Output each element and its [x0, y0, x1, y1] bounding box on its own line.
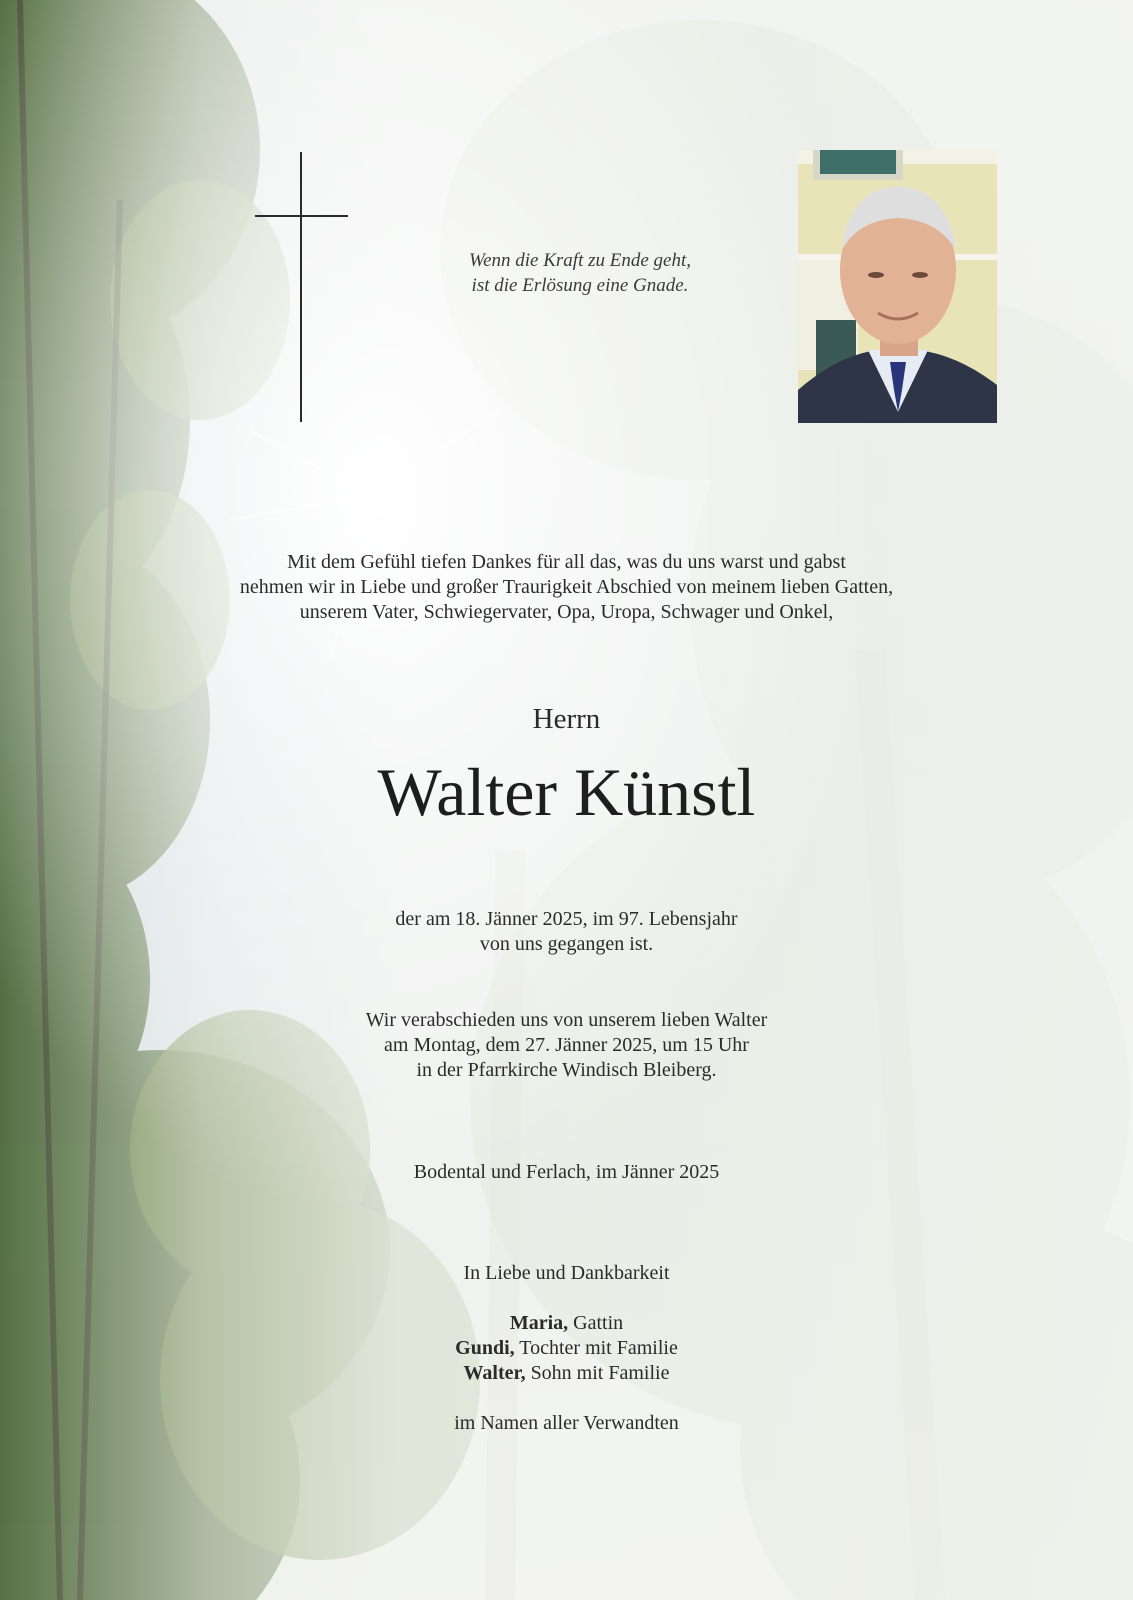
mourner-entry — [0, 1361, 1133, 1386]
closing-phrase: In Liebe und Dankbarkeit — [463, 1262, 670, 1284]
deceased-name: Walter Künstl — [377, 754, 756, 830]
place-date: Bodental und Ferlach, im Jänner 2025 — [413, 1161, 720, 1183]
salutation: Herrn — [532, 703, 601, 735]
cross-horizontal-bar — [255, 215, 348, 217]
mourner-name: Walter, — [463, 1362, 526, 1384]
funeral-line: am Montag, dem 27. Jänner 2025, um 15 Uhr — [384, 1034, 749, 1056]
mourner-relation: Sohn mit Familie — [525, 1362, 670, 1384]
mourner-entry — [0, 1311, 1133, 1336]
funeral-line: Wir verabschieden uns von unserem lieben Walter — [365, 1009, 768, 1031]
motto-line: ist die Erlösung eine Gnade. — [471, 275, 689, 296]
relatives-note: im Namen aller Verwandten — [454, 1412, 679, 1434]
mourner-relation: Tochter mit Familie — [514, 1337, 678, 1359]
funeral-details — [0, 1008, 1133, 1083]
cross-vertical-bar — [300, 152, 302, 422]
intro-line: nehmen wir in Liebe und großer Traurigkeit Abschied von meinem lieben Gatten, — [239, 576, 894, 598]
intro-line: unserem Vater, Schwiegervater, Opa, Uropa, Schwager und Onkel, — [299, 601, 834, 623]
death-line: von uns gegangen ist. — [479, 933, 654, 955]
mourner-entry — [0, 1336, 1133, 1361]
motto-line: Wenn die Kraft zu Ende geht, — [469, 250, 691, 271]
mourner-relation: Gattin — [568, 1312, 624, 1334]
funeral-line: in der Pfarrkirche Windisch Bleiberg. — [416, 1059, 717, 1081]
motto — [380, 248, 780, 298]
mourner-name: Gundi, — [455, 1337, 515, 1359]
death-line: der am 18. Jänner 2025, im 97. Lebensjahr — [395, 908, 738, 930]
portrait-photo — [798, 150, 997, 423]
death-notice — [0, 907, 1133, 957]
intro-text — [0, 550, 1133, 625]
mourners-list — [0, 1311, 1133, 1386]
mourner-name: Maria, — [509, 1312, 569, 1334]
intro-line: Mit dem Gefühl tiefen Dankes für all das, was du uns warst und gabst — [287, 551, 846, 573]
